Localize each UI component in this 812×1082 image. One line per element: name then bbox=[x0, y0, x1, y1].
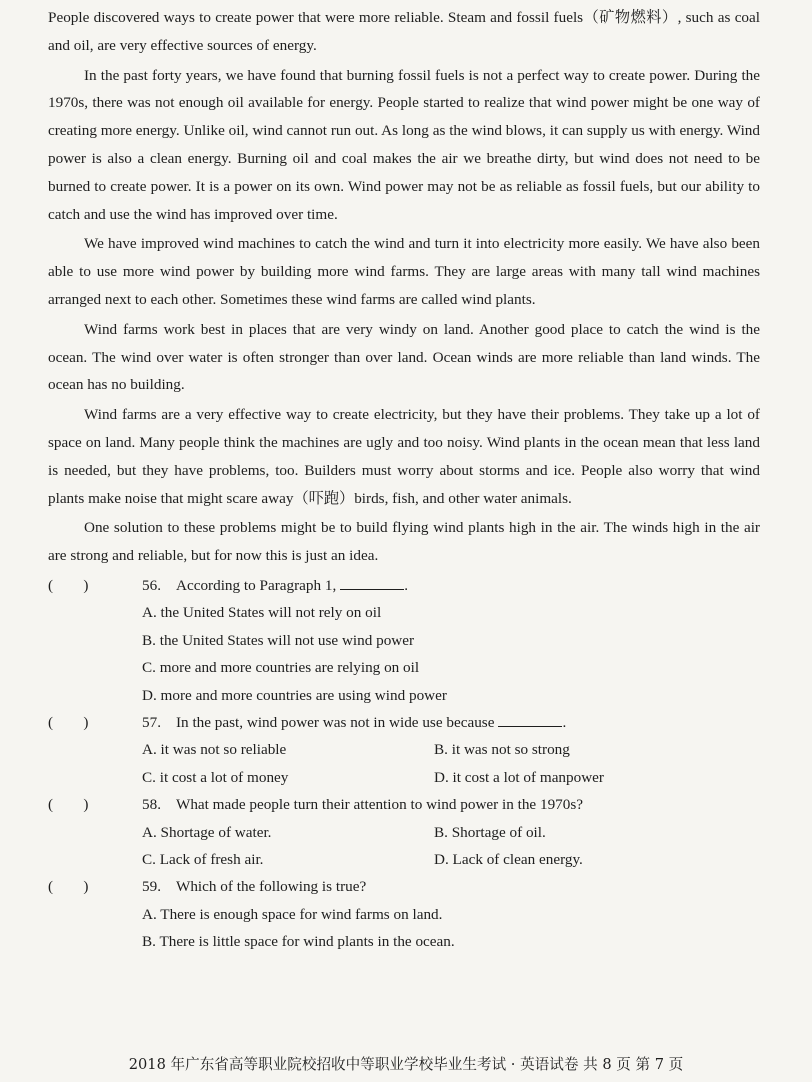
answer-bracket[interactable]: ( ) bbox=[48, 878, 89, 896]
option-d: D. more and more countries are using wind power bbox=[142, 686, 447, 704]
option-a: A. Shortage of water. bbox=[142, 823, 272, 841]
option-a: A. There is enough space for wind farms on land. bbox=[142, 905, 443, 923]
option-a: A. the United States will not rely on oil bbox=[142, 604, 382, 622]
passage-paragraph-2: In the past forty years, we have found that burning fossil fuels is not a perfect way to create power. During the 1970s, there was not enough oil available for energy. People started to realize that wind power might be one way of creating more energy. Unlike oil, wind cannot run out. As long as the wind blows, it can supply us with energy. Wind power is also a clean energy. Burning oil and coal makes the air we breathe dirty, but wind does not need to be burned to create power. It is a power on its own. Wind power may not be as reliable as fossil fuels, but our ability to catch and use the wind has improved over time. bbox=[48, 66, 760, 223]
question-56 bbox=[48, 572, 760, 709]
option-c: C. it cost a lot of money bbox=[142, 768, 289, 786]
question-59 bbox=[48, 873, 760, 955]
option-b: B. Shortage of oil. bbox=[434, 823, 546, 841]
question-stem: Which of the following is true? bbox=[176, 878, 367, 896]
question-stem: In the past, wind power was not in wide use because . bbox=[176, 709, 566, 736]
question-number: 58. bbox=[142, 796, 161, 814]
option-c: C. Lack of fresh air. bbox=[142, 851, 264, 868]
page-footer: 2018 年广东省高等职业院校招收中等职业学校毕业生考试 · 英语试卷 共 8 页 第 7 页 bbox=[128, 1056, 684, 1073]
passage-paragraph-1: People discovered ways to create power that were more reliable. Steam and fossil fuels（矿物燃料）, such as coal and oil, are very effective sources of energy. bbox=[48, 9, 760, 54]
option-c: C. more and more countries are relying on oil bbox=[142, 659, 420, 677]
question-stem: According to Paragraph 1, . bbox=[176, 572, 408, 599]
answer-bracket[interactable]: ( ) bbox=[48, 796, 89, 814]
question-57 bbox=[48, 709, 760, 791]
passage-paragraph-3: We have improved wind machines to catch the wind and turn it into electricity more easily. We have also been able to use more wind power by building more wind farms. They are large areas with many tall wind machines arranged next to each other. Sometimes these wind farms are called wind plants. bbox=[48, 235, 760, 308]
question-58 bbox=[48, 791, 760, 873]
option-b: B. it was not so strong bbox=[434, 741, 570, 759]
option-b: B. the United States will not use wind power bbox=[142, 631, 415, 649]
answer-bracket[interactable]: ( ) bbox=[48, 576, 89, 594]
answer-bracket[interactable]: ( ) bbox=[48, 713, 89, 731]
option-b: B. There is little space for wind plants in the ocean. bbox=[142, 933, 455, 951]
reading-passage bbox=[48, 4, 760, 570]
question-number: 57. bbox=[142, 713, 161, 731]
passage-paragraph-6: One solution to these problems might be to build flying wind plants high in the air. The winds high in the air are strong and reliable, but for now this is just an idea. bbox=[48, 519, 760, 565]
answer-blank bbox=[340, 573, 404, 590]
question-stem: What made people turn their attention to wind power in the 1970s? bbox=[176, 796, 583, 814]
question-list bbox=[48, 572, 760, 956]
answer-blank bbox=[498, 710, 562, 727]
passage-paragraph-4: Wind farms work best in places that are very windy on land. Another good place to catch the wind is the ocean. The wind over water is often stronger than over land. Ocean winds are more reliable than land winds. The ocean has no building. bbox=[48, 320, 760, 394]
option-d: D. Lack of clean energy. bbox=[434, 851, 583, 868]
option-d: D. it cost a lot of manpower bbox=[434, 768, 604, 786]
question-number: 59. bbox=[142, 878, 161, 896]
passage-paragraph-5: Wind farms are a very effective way to create electricity, but they have their problems. They take up a lot of space on land. Many people think the machines are ugly and too noisy. Wind plants in the ocean mean that less land is needed, but they have problems, too. Builders must worry about storms and ice. People also worry that wind plants make noise that might scare away（吓跑）birds, fish, and other water animals. bbox=[48, 406, 760, 507]
option-a: A. it was not so reliable bbox=[142, 741, 287, 759]
question-number: 56. bbox=[142, 576, 161, 594]
